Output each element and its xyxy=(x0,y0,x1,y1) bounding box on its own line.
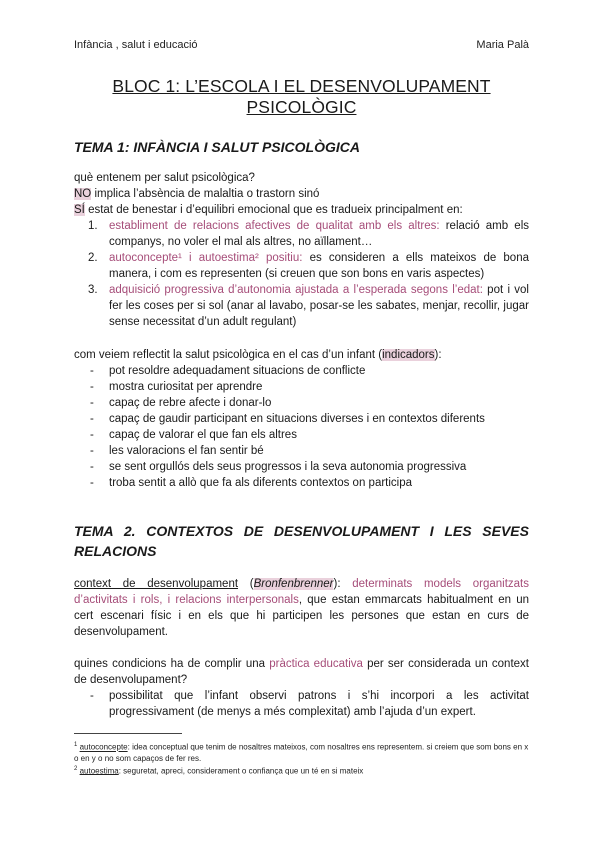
item-highlight: establiment de relacions afectives de qualitat amb els altres: xyxy=(109,220,440,232)
list-number: 2. xyxy=(88,252,98,264)
si-line xyxy=(74,202,529,218)
item-highlight: autoconcepte¹ i autoestima² positiu: xyxy=(109,252,303,264)
item-highlight: adquisició progressiva d’autonomia ajustada a l’esperada segons l’edat: xyxy=(109,284,483,296)
indicators-label: indicadors xyxy=(382,349,435,361)
dash-marker: - xyxy=(90,397,94,409)
dash-marker: - xyxy=(90,365,94,377)
list-number: 1. xyxy=(88,220,98,232)
no-text: implica l’absència de malaltia o trastorn sinó xyxy=(91,188,320,200)
no-label: NO xyxy=(74,188,92,200)
footnote-divider xyxy=(74,733,182,734)
section-heading-tema-2: TEMA 2. CONTEXTOS DE DESENVOLUPAMENT I LES SEVES RELACIONS xyxy=(74,523,529,559)
list-item xyxy=(74,379,529,395)
footnote-text: : idea conceptual que tenim de nosaltres mateixos, com nosaltres ens representem. si creiem que som bons en x o en y o no som capaços de fer res. xyxy=(74,742,529,763)
footnote-1 xyxy=(74,740,529,764)
item-text: capaç de rebre afecte i donar-lo xyxy=(109,397,272,409)
context-definition xyxy=(74,576,529,640)
paren-open: ( xyxy=(238,578,254,590)
conditions-question xyxy=(74,656,529,688)
list-item xyxy=(74,475,529,491)
footnote-number: 1 xyxy=(74,742,78,748)
list-item xyxy=(74,218,529,250)
indicators-list xyxy=(74,363,529,491)
list-item xyxy=(74,427,529,443)
context-rest: , que estan emmarcats habitualment en un cert escenari físic i en els que hi participen les persones que estan en curs de desenvolupament. xyxy=(74,594,529,638)
header-course: Infància , salut i educació xyxy=(74,39,198,51)
indicators-after: ): xyxy=(434,349,442,361)
question-salut: què entenem per salut psicològica? xyxy=(74,172,255,184)
list-number: 3. xyxy=(88,284,98,296)
item-text: es consideren a ells mateixos de bona manera, i com es representen (si creuen que son bons en varis aspectes) xyxy=(109,252,529,280)
si-text: estat de benestar i d’equilibri emocional que es tradueix principalment en: xyxy=(84,204,463,216)
list-item xyxy=(74,688,529,720)
header-author: Maria Palà xyxy=(476,39,529,51)
dash-marker: - xyxy=(90,413,94,425)
list-item xyxy=(74,395,529,411)
section-heading-tema-1: TEMA 1: INFÀNCIA I SALUT PSICOLÒGICA xyxy=(74,139,360,155)
document-title: BLOC 1: L’ESCOLA I EL DESENVOLUPAMENT PSICOLÒGIC xyxy=(112,76,491,117)
footnote-number: 2 xyxy=(74,765,78,772)
author-name: Bronfenbrenner xyxy=(253,578,334,590)
item-text: se sent orgullós dels seus progressos i la seva autonomia progressiva xyxy=(109,461,467,473)
item-text: mostra curiositat per aprendre xyxy=(109,381,263,393)
context-highlight: determinats models organitzats d’activitats i rols, i relacions interpersonals xyxy=(74,578,529,606)
footnote-term: autoconcepte xyxy=(79,742,128,752)
dash-marker: - xyxy=(90,461,94,473)
dash-marker: - xyxy=(90,381,94,393)
dash-marker: - xyxy=(90,477,94,489)
list-item xyxy=(74,443,529,459)
indicators-before: com veiem reflectit la salut psicològica en el cas d’un infant ( xyxy=(74,349,383,361)
footnote-text: : seguretat, apreci, considerament o confiança que un té en si mateix xyxy=(118,766,364,776)
indicators-intro xyxy=(74,347,529,363)
wellbeing-list xyxy=(74,218,529,330)
conditions-highlight: pràctica educativa xyxy=(269,658,363,670)
conditions-before: quines condicions ha de complir una xyxy=(74,658,270,670)
conditions-list xyxy=(74,688,529,720)
dash-marker: - xyxy=(90,445,94,457)
list-item xyxy=(74,282,529,330)
footnote-2 xyxy=(74,764,529,777)
dash-marker: - xyxy=(90,429,94,441)
list-item xyxy=(74,459,529,475)
item-text: possibilitat que l’infant observi patrons i s’hi incorpori a les activitat progressivament (de menys a més complexitat) amb l’ajuda d’un expert. xyxy=(109,690,529,718)
item-text: relació amb els companys, no voler el mal als altres, no aïllament… xyxy=(109,220,529,248)
no-line xyxy=(74,186,529,202)
paren-close: ): xyxy=(333,578,353,590)
item-text: capaç de gaudir participant en situacions diverses i en contextos diferents xyxy=(109,413,485,425)
dash-marker: - xyxy=(90,690,94,702)
item-text: les valoracions el fan sentir bé xyxy=(109,445,264,457)
item-text: capaç de valorar el que fan els altres xyxy=(109,429,297,441)
si-label: SÍ xyxy=(74,204,85,216)
list-item xyxy=(74,250,529,282)
footnote-term: autoestima xyxy=(79,766,119,776)
context-label: context de desenvolupament xyxy=(74,578,239,590)
conditions-after: per ser considerada un context de desenvolupament? xyxy=(74,658,529,686)
item-text: troba sentit a allò que fa als diferents contextos on participa xyxy=(109,477,413,489)
item-text: pot i vol fer les coses per si sol (anar al lavabo, posar-se les sabates, menjar, recollir, jugar sense necessitat d’un adult regulant) xyxy=(109,284,529,328)
list-item xyxy=(74,411,529,427)
item-text: pot resoldre adequadament situacions de conflicte xyxy=(109,365,366,377)
footnotes xyxy=(74,740,529,776)
list-item xyxy=(74,363,529,379)
